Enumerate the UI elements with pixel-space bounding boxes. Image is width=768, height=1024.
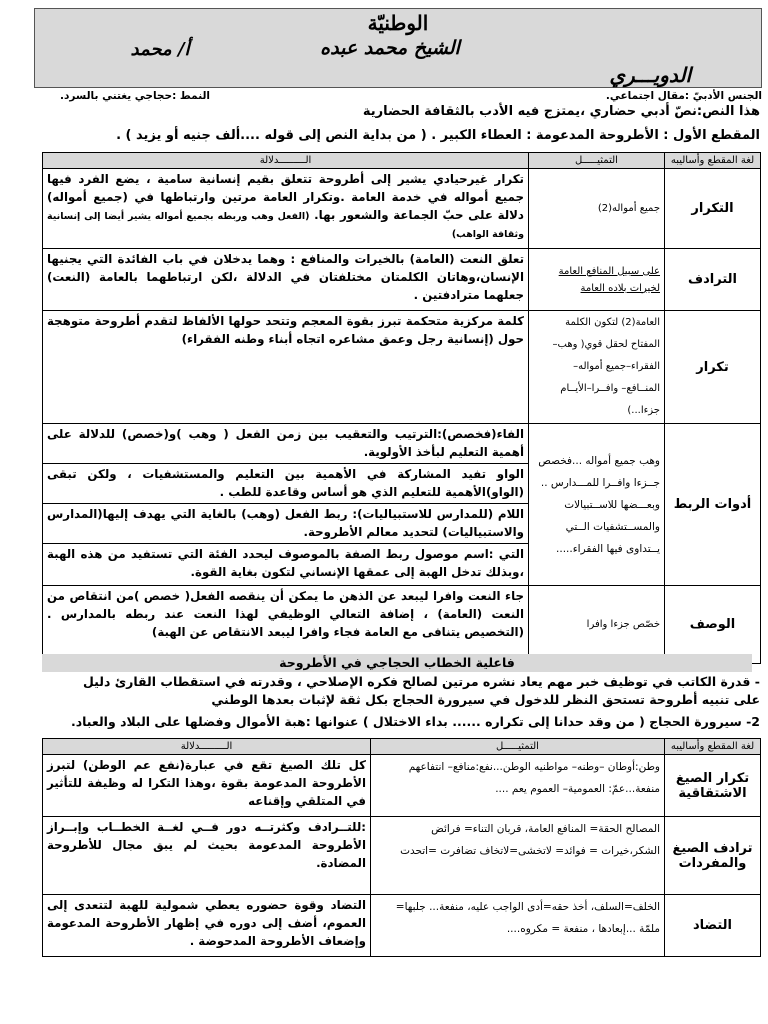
style-cell: أدوات الربط: [665, 424, 761, 586]
header-box: [34, 8, 762, 88]
text-description: هذا النص:نصّ أدبي حضاري ،يمتزج فيه الأدب بالثقافة الحضارية: [362, 104, 760, 119]
style-cell: تكرار: [665, 311, 761, 424]
column-header: التمثيـــــل: [371, 739, 665, 755]
column-header: لغة المقطع وأساليبه: [665, 739, 761, 755]
table-row: [43, 586, 761, 664]
meaning-note: (الفعل وهب وربطه بجميع أمواله يشير أيضا إلى إنسانية وثقافة الواهب): [47, 211, 524, 240]
meaning-cell: الفاء(فخصص):الترتيب والتعقيب بين زمن الفعل ( وهب )و(خصص) للدلالة على أهمية التعليم لبأخذ الأولوية.: [43, 424, 529, 464]
table-row: [43, 895, 761, 957]
table-row: [43, 424, 761, 464]
meaning-cell: كلمة مركزية متحكمة تبرز بقوة المعجم وتتحد حولها الألفاظ لتقدم أطروحة متوهجة حول (إنسانية رجل وعمق مشاعره اتجاه أبناء وطنه الفقراء): [43, 311, 529, 424]
style-cell: ترادف الصيغ والمفردات: [665, 817, 761, 895]
paragraph: على تنبيه أطروحة تستحق النظر للدخول في سيرورة الحجاج بكل ثقة لإثبات بعدها الوطني: [211, 692, 760, 707]
genre-line: الجنس الأدبيّ :مقال اجتماعي.: [605, 90, 762, 102]
teacher-name: أ/ محمد: [130, 39, 190, 60]
example-cell: جميع أمواله(2): [529, 169, 665, 249]
author-name: الشيخ محمد عبده: [320, 37, 460, 59]
paragraph: 2- سيرورة الحجاج ( من وقد حدانا إلى تكراره ...... بداء الاختلال ) عنوانها :هبة الأموال وفضلها على البلاد والعباد.: [70, 714, 760, 729]
meaning-cell: جاء النعت وافرا ليبعد عن الذهن ما يمكن أن ينقصه الفعل( خصص )من انتقاص من النعت (العامة) ، إضافة التعالي الوظيفي لهذا النعت عند ربطه بالمدارس .(التخصيص يتنافى مع العامة فجاء وافرا ليبعد الانتقاص عن الهبة): [43, 586, 529, 664]
example-cell: العامة(2) لتكون الكلمة المفتاح لحقل قوي( وهب–الفقراء–جميع أمواله– المنــافع– وافــرا–الأيــام جزءا...): [529, 311, 665, 424]
meaning-cell: اللام (للمدارس للاستبياليات): ربط الفعل (وهب) بالغاية التي يهدف إليها(المدارس والاستبياليات) لتحديد معالم الأطروحة.: [43, 504, 529, 544]
example-cell: الخلف=السلف، أخذ حقه=أدى الواجب عليه، منفعة... جلبها= ملمّة ...إبعادها ، منفعة = مكروه....: [371, 895, 665, 957]
meaning-cell: التضاد وقوة حضوره يعطي شمولية للهبة لتتعدى إلى العموم، أضف إلى دوره في إظهار الأطروحة المدعومة وإضعاف الأطروحة المدحوضة .: [43, 895, 371, 957]
style-cell: الوصف: [665, 586, 761, 664]
table-header-row: [43, 739, 761, 755]
section-one-title: المقطع الأول : الأطروحة المدعومة : العطاء الكبير . ( من بداية النص إلى قوله ....ألف جنيه أو يزيد ) .: [116, 128, 760, 143]
style-cell: الترادف: [665, 249, 761, 311]
meaning-cell: التي :اسم موصول ربط الصفة بالموصوف ليحدد الفئة التي تستفيد من هذه الهبة ،وبذلك تدخل الهبة إلى عمقها الإنساني لتكون بغاية القوة.: [43, 544, 529, 586]
example-cell: على سبيل المنافع العامة لخيرات بلاده العامة: [529, 249, 665, 311]
style-cell: التضاد: [665, 895, 761, 957]
table-header-row: [43, 153, 761, 169]
section-banner: فاعلية الخطاب الحجاجي في الأطروحة: [42, 654, 752, 672]
analysis-table-1: [42, 152, 761, 664]
meaning-cell: [43, 169, 529, 249]
style-cell: تكرار الصيغ الاشتقاقية: [665, 755, 761, 817]
style-cell: التكرار: [665, 169, 761, 249]
table-row: [43, 249, 761, 311]
meaning-cell: كل تلك الصيغ تقع في عبارة(نفع عم الوطن) لتبرز الأطروحة المدعومة بقوة ،وهذا التكرا له وظيفة للتأثير في المتلقي وإقناعه: [43, 755, 371, 817]
school-name: الدويـــري: [609, 63, 691, 87]
meaning-cell: الواو تفيد المشاركة في الأهمية بين التعليم والمستشفيات ، ولكن تبقى (الواو)الأهمية للتعليم الذي هو أساس وقاعدة للطب .: [43, 464, 529, 504]
example-cell: وهب جميع أمواله ...فخصص جــزءا وافــرا للمـــدارس .. وبعـــضها للاســتبيالات والمســتشفيات الــتي يــتداوى فيها الفقراء.....: [529, 424, 665, 586]
analysis-table-2: [42, 738, 761, 957]
column-header: لغة المقطع وأساليبه: [665, 153, 761, 169]
column-header: الـــــــــدلالة: [43, 153, 529, 169]
column-header: التمثيـــــل: [529, 153, 665, 169]
table-row: [43, 169, 761, 249]
example-cell: المصالح الحقة= المنافع العامة، قربان التناء= فرائض الشكر،خيرات = فوائد= لاتخشى=لاتخاف تضافرت =اتحدت: [371, 817, 665, 895]
meaning-cell: :للتــرادف وكثرتــه دور فــي لغــة الخطــاب وإبــراز الأطروحة المدعومة بحيث لم يبق مجال للأطروحة المضادة.: [43, 817, 371, 895]
document-title: الوطنيّة: [367, 11, 429, 35]
table-row: [43, 311, 761, 424]
example-cell: خصّص جزءا وافرا: [529, 586, 665, 664]
paragraph: - قدرة الكاتب في توظيف خبر مهم يعاد نشره مرتين لصالح فكره الإصلاحي ، وقدرته في استقطاب القارئ دليل: [82, 674, 760, 689]
example-cell: وطن:أوطان –وطنه– مواطنيه الوطن...نفع:منافع– انتفاعهم منفعة...عمّ: العمومية– العموم يعم ....: [371, 755, 665, 817]
table-row: [43, 817, 761, 895]
pattern-line: النمط :حجاجي يغتني بالسرد.: [60, 90, 211, 102]
meaning-cell: تعلق النعت (العامة) بالخيرات والمنافع : وهما يدخلان في باب الفائدة التي يجنيها الإنسان،وهاتان الكلمتان مختلفتان في الدلالة ،لكن ارتباطهما بالعامة (النعت) جعلهما مترادفتين .: [43, 249, 529, 311]
table-row: [43, 755, 761, 817]
meaning-text: تكرار غيرحيادي يشير إلى أطروحة تتعلق بقيم إنسانية سامية ، يضع الفرد فيها جميع أمواله في خدمة العامة .وتكرار العامة مرتين وارتباطها في (جميع أمواله) دلالة على حبّ الجماعة والشعور بها.: [47, 172, 524, 222]
column-header: الـــــــــدلالة: [43, 739, 371, 755]
